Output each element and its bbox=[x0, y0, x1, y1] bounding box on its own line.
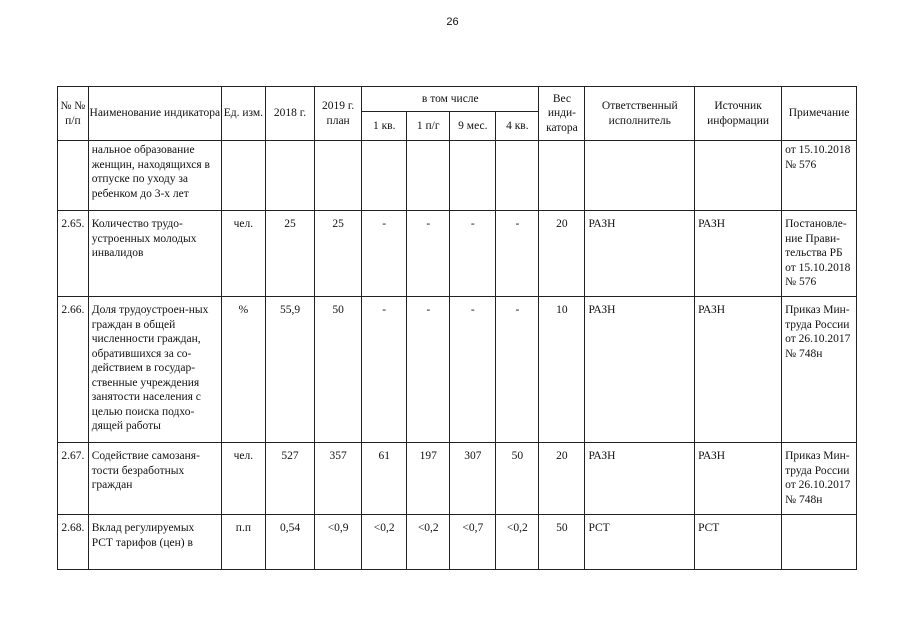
header-including: в том числе bbox=[362, 87, 539, 112]
row-unit: % bbox=[221, 297, 265, 443]
row-q1: 61 bbox=[362, 443, 407, 515]
row-2018: 527 bbox=[265, 443, 314, 515]
row-name: Содействие самозаня-тости безработных граждан bbox=[88, 443, 221, 515]
row-9m: 307 bbox=[450, 443, 496, 515]
row-note: от 15.10.2018 № 576 bbox=[782, 141, 857, 211]
page-number: 26 bbox=[446, 16, 459, 28]
row-2018: 25 bbox=[265, 211, 314, 297]
row-2019: 50 bbox=[315, 297, 362, 443]
row-9m: - bbox=[450, 211, 496, 297]
header-name: Наименование индикатора bbox=[88, 87, 221, 141]
row-2018: 55,9 bbox=[265, 297, 314, 443]
indicators-table bbox=[57, 86, 857, 570]
row-2018: 0,54 bbox=[265, 515, 314, 570]
row-h1: <0,2 bbox=[407, 515, 450, 570]
table-row bbox=[58, 141, 857, 211]
header-h1: 1 п/г bbox=[407, 112, 450, 141]
row-note: Приказ Мин-труда России от 26.10.2017 № 748н bbox=[782, 443, 857, 515]
row-responsible: РАЗН bbox=[585, 297, 695, 443]
row-q4: - bbox=[496, 297, 539, 443]
row-unit: п.п bbox=[221, 515, 265, 570]
row-source: РАЗН bbox=[695, 211, 782, 297]
row-weight: 20 bbox=[539, 443, 585, 515]
row-source bbox=[695, 141, 782, 211]
row-name: нальное образование женщин, находящихся в отпуске по уходу за ребенком до 3-х лет bbox=[88, 141, 221, 211]
row-no: 2.66. bbox=[58, 297, 89, 443]
row-weight: 50 bbox=[539, 515, 585, 570]
row-weight bbox=[539, 141, 585, 211]
row-2019: <0,9 bbox=[315, 515, 362, 570]
row-2019 bbox=[315, 141, 362, 211]
row-h1: - bbox=[407, 211, 450, 297]
row-name: Количество трудо-устроенных молодых инвалидов bbox=[88, 211, 221, 297]
row-q1: - bbox=[362, 211, 407, 297]
row-note: Постановле-ние Прави-тельства РБ от 15.10.2018 № 576 bbox=[782, 211, 857, 297]
row-2018 bbox=[265, 141, 314, 211]
table-row bbox=[58, 515, 857, 570]
header-unit: Ед. изм. bbox=[221, 87, 265, 141]
row-unit: чел. bbox=[221, 443, 265, 515]
row-9m bbox=[450, 141, 496, 211]
table-row bbox=[58, 211, 857, 297]
row-q1: <0,2 bbox=[362, 515, 407, 570]
header-9m: 9 мес. bbox=[450, 112, 496, 141]
row-name: Вклад регулируемых РСТ тарифов (цен) в bbox=[88, 515, 221, 570]
row-responsible bbox=[585, 141, 695, 211]
header-q1: 1 кв. bbox=[362, 112, 407, 141]
row-no: 2.65. bbox=[58, 211, 89, 297]
row-unit: чел. bbox=[221, 211, 265, 297]
row-h1: - bbox=[407, 297, 450, 443]
header-responsible: Ответственный исполнитель bbox=[585, 87, 695, 141]
header-no: № № п/п bbox=[58, 87, 89, 141]
table-row bbox=[58, 443, 857, 515]
row-no: 2.68. bbox=[58, 515, 89, 570]
row-weight: 10 bbox=[539, 297, 585, 443]
row-q1: - bbox=[362, 297, 407, 443]
row-responsible: РАЗН bbox=[585, 211, 695, 297]
header-note: Примечание bbox=[782, 87, 857, 141]
row-source: РАЗН bbox=[695, 443, 782, 515]
row-unit bbox=[221, 141, 265, 211]
row-q1 bbox=[362, 141, 407, 211]
row-h1 bbox=[407, 141, 450, 211]
row-q4: - bbox=[496, 211, 539, 297]
row-note bbox=[782, 515, 857, 570]
row-q4: 50 bbox=[496, 443, 539, 515]
row-h1: 197 bbox=[407, 443, 450, 515]
row-2019: 357 bbox=[315, 443, 362, 515]
row-no bbox=[58, 141, 89, 211]
header-2019-plan: 2019 г. план bbox=[315, 87, 362, 141]
row-no: 2.67. bbox=[58, 443, 89, 515]
row-2019: 25 bbox=[315, 211, 362, 297]
table-row bbox=[58, 297, 857, 443]
row-9m: <0,7 bbox=[450, 515, 496, 570]
row-q4 bbox=[496, 141, 539, 211]
row-responsible: РСТ bbox=[585, 515, 695, 570]
row-responsible: РАЗН bbox=[585, 443, 695, 515]
header-source: Источник информации bbox=[695, 87, 782, 141]
row-source: РАЗН bbox=[695, 297, 782, 443]
row-weight: 20 bbox=[539, 211, 585, 297]
row-9m: - bbox=[450, 297, 496, 443]
row-name: Доля трудоустроен-ных граждан в общей численности граждан, обратившихся за со-действием в государ-ственные учреждения занятости населения с целью поиска подхо-дящей работы bbox=[88, 297, 221, 443]
row-note: Приказ Мин-труда России от 26.10.2017 № 748н bbox=[782, 297, 857, 443]
row-source: РСТ bbox=[695, 515, 782, 570]
header-weight: Вес инди-катора bbox=[539, 87, 585, 141]
row-q4: <0,2 bbox=[496, 515, 539, 570]
header-q4: 4 кв. bbox=[496, 112, 539, 141]
header-2018: 2018 г. bbox=[265, 87, 314, 141]
